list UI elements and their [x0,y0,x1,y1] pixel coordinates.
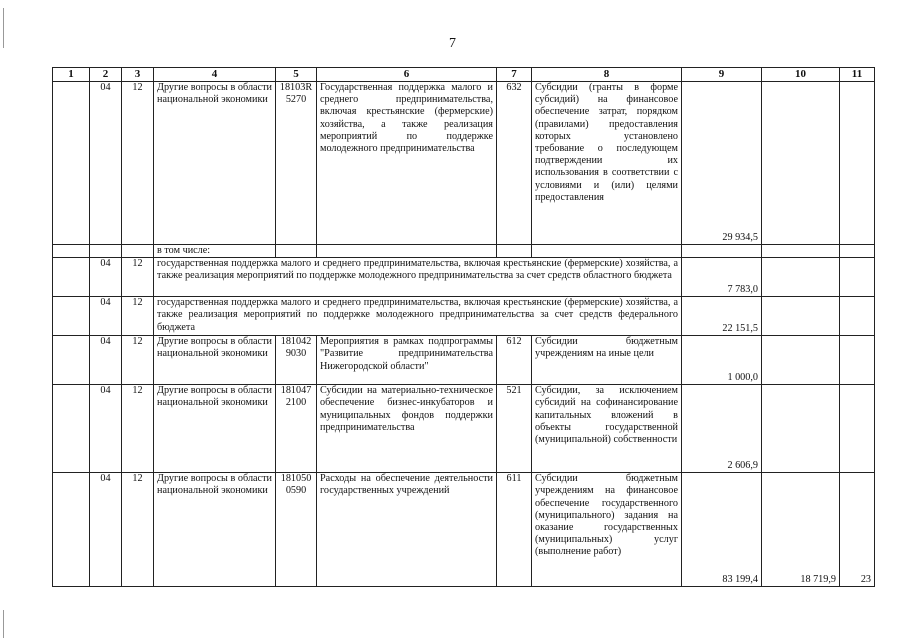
cell-subsection: 12 [122,82,154,245]
col-header-11: 11 [840,68,875,82]
header-row [53,68,875,82]
cell-section: 04 [90,258,122,297]
cell-section-name: Другие вопросы в области национальной экономики [154,336,276,385]
cell-section-name: Другие вопросы в области национальной экономики [154,385,276,473]
cell-target-name: Расходы на обеспечение деятельности государственных учреждений [317,473,497,587]
table-row [53,297,875,336]
cell-amount-2: 18 719,9 [762,473,840,587]
table-row [53,82,875,245]
cell-empty [762,245,840,258]
cell-subsection: 12 [122,258,154,297]
cell-target-name: Государственная поддержка малого и среднего предпринимательства, включая крестьянские (фермерские) хозяйства, а также реализация мероприятий по поддержке молодежного предпринимательства [317,82,497,245]
cell-empty [122,245,154,258]
cell-target-code: 181050 0590 [276,473,317,587]
cell-expense-type: 611 [497,473,532,587]
table-row [53,258,875,297]
col-header-1: 1 [53,68,90,82]
cell-empty [840,297,875,336]
cell-section-name: Другие вопросы в области национальной экономики [154,473,276,587]
col-header-2: 2 [90,68,122,82]
cell-empty [53,245,90,258]
cell-funding-description: государственная поддержка малого и среднего предпринимательства, включая крестьянские (фермерские) хозяйства, а также реализация мероприятий по поддержке молодежного предпринимательства за счет средств федерального бюджета [154,297,682,336]
cell-amount-3 [840,336,875,385]
cell-amount: 83 199,4 [682,473,762,587]
cell-empty [532,245,682,258]
cell-amount-3: 23 [840,473,875,587]
cell-empty [53,297,90,336]
cell-expense-type: 612 [497,336,532,385]
cell-amount-2 [762,336,840,385]
cell-expense-type: 632 [497,82,532,245]
cell-section: 04 [90,385,122,473]
cell-empty [840,258,875,297]
col-header-9: 9 [682,68,762,82]
cell-empty [276,245,317,258]
cell-target-name: Мероприятия в рамках подпрограммы "Развитие предпринимательства Нижегородской области" [317,336,497,385]
cell-amount-3 [840,82,875,245]
cell-empty [53,385,90,473]
budget-table [52,67,875,587]
cell-target-code: 181042 9030 [276,336,317,385]
col-header-6: 6 [317,68,497,82]
cell-amount-2 [762,385,840,473]
cell-empty [90,245,122,258]
scan-edge-mark [3,610,4,638]
cell-1 [53,82,90,245]
cell-subsection: 12 [122,297,154,336]
including-label: в том числе: [154,245,276,258]
cell-expense-type-name: Субсидии, за исключением субсидий на софинансирование капитальных вложений в объекты государственной (муниципальной) собственности [532,385,682,473]
cell-amount-3 [840,385,875,473]
cell-subsection: 12 [122,385,154,473]
cell-section: 04 [90,297,122,336]
cell-amount: 1 000,0 [682,336,762,385]
cell-empty [762,297,840,336]
cell-target-name: Субсидии на материально-техническое обеспечение бизнес-инкубаторов и муниципальных фондов поддержки предпринимательства [317,385,497,473]
cell-empty [53,258,90,297]
table-row [53,385,875,473]
cell-empty [53,336,90,385]
col-header-7: 7 [497,68,532,82]
including-row [53,245,875,258]
cell-empty [53,473,90,587]
cell-section: 04 [90,336,122,385]
cell-expense-type-name: Субсидии бюджетным учреждениям на финансовое обеспечение государственного (муниципального) задания на оказание государственных (муниципальных) услуг (выполнение работ) [532,473,682,587]
cell-subsection: 12 [122,336,154,385]
cell-amount-2 [762,82,840,245]
col-header-5: 5 [276,68,317,82]
cell-empty [840,245,875,258]
cell-amount: 22 151,5 [682,297,762,336]
table-row [53,336,875,385]
cell-section-name: Другие вопросы в области национальной экономики [154,82,276,245]
cell-empty [317,245,497,258]
col-header-4: 4 [154,68,276,82]
cell-amount: 2 606,9 [682,385,762,473]
cell-section: 04 [90,82,122,245]
col-header-10: 10 [762,68,840,82]
cell-target-code: 18103R 5270 [276,82,317,245]
cell-amount: 29 934,5 [682,82,762,245]
col-header-3: 3 [122,68,154,82]
cell-funding-description: государственная поддержка малого и среднего предпринимательства, включая крестьянские (фермерские) хозяйства, а также реализация мероприятий по поддержке молодежного предпринимательства за счет средств областного бюджета [154,258,682,297]
cell-empty [497,245,532,258]
cell-subsection: 12 [122,473,154,587]
page-number: 7 [449,36,456,51]
cell-empty [762,258,840,297]
cell-amount: 7 783,0 [682,258,762,297]
cell-expense-type-name: Субсидии (гранты в форме субсидий) на финансовое обеспечение затрат, порядком (правилами) предоставления которых установлено требование о последующем подтверждении их использования в соответствии с условиями и (или) целями предоставления [532,82,682,245]
cell-target-code: 181047 2100 [276,385,317,473]
cell-section: 04 [90,473,122,587]
cell-empty [682,245,762,258]
table-row [53,473,875,587]
col-header-8: 8 [532,68,682,82]
cell-expense-type: 521 [497,385,532,473]
cell-expense-type-name: Субсидии бюджетным учреждениям на иные цели [532,336,682,385]
